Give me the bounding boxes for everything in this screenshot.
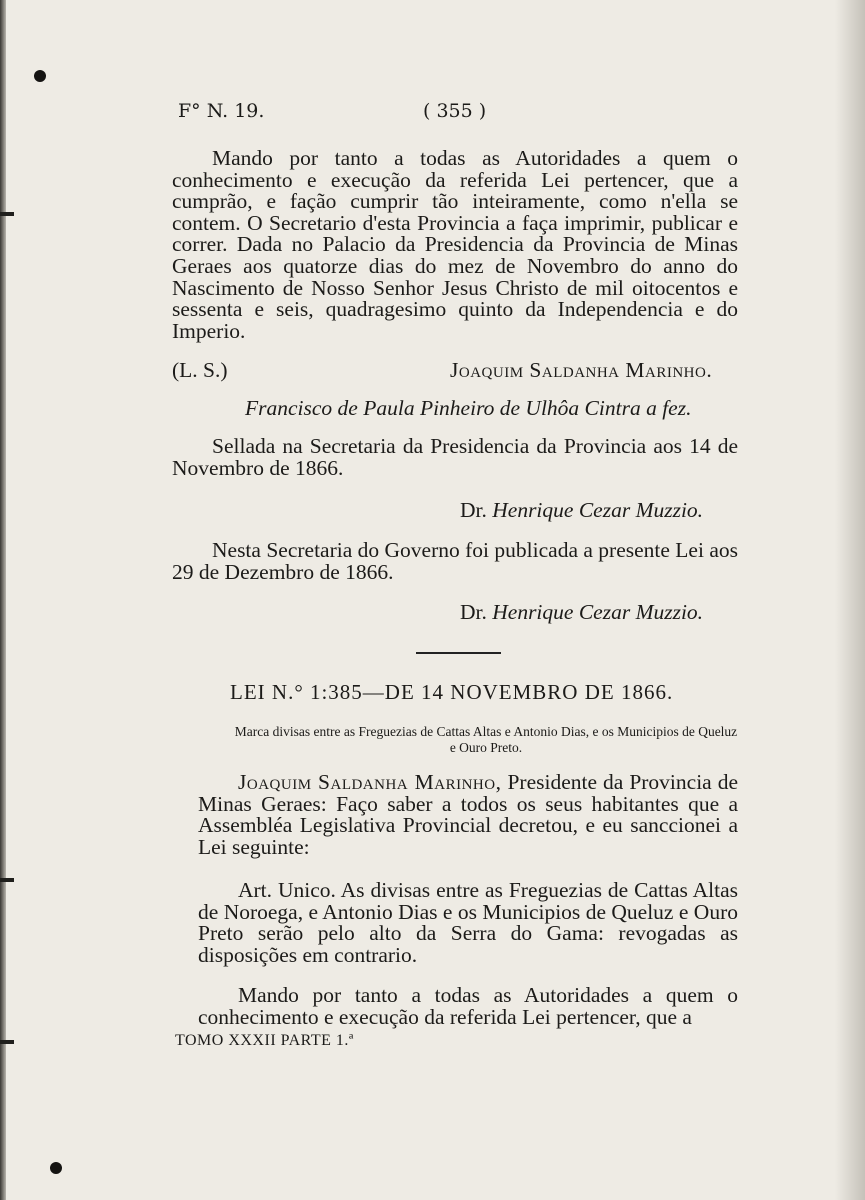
page-header xyxy=(178,100,738,130)
closing-paragraph-2 xyxy=(198,985,738,1028)
scribe-line: Francisco de Paula Pinheiro de Ulhôa Cintra a fez. xyxy=(245,396,692,420)
article-paragraph xyxy=(198,880,738,966)
published-text: Nesta Secretaria do Governo foi publicada a presente Lei aos 29 de Dezembro de 1866. xyxy=(172,538,738,584)
closing-paragraph-1 xyxy=(172,148,738,342)
volume-footer: TOMO XXXII PARTE 1.ª xyxy=(175,1032,354,1049)
binding-hole xyxy=(50,1162,62,1174)
article-text: Art. Unico. As divisas entre as Freguezias de Cattas Altas de Noroega, e Antonio Dias e os Municipios de Queluz e Ouro Preto serão pelo alto da Serra do Gama: revogadas as disposições em contrario. xyxy=(198,878,738,967)
page-left-edge xyxy=(0,0,6,1200)
preamble-name: Joaquim Saldanha Marinho, xyxy=(238,770,502,794)
preamble-text: Presidente da Provincia de Minas Geraes: Faço saber a todos os seus habitantes que a Assembléa Legislativa Provincial decretou, e eu sanccionei a Lei seguinte: xyxy=(198,770,739,859)
seal-mark: (L. S.) xyxy=(172,358,228,382)
section-divider xyxy=(416,652,501,654)
binding-mark xyxy=(0,1040,14,1044)
closing-text-2: Mando por tanto a todas as Autoridades a quem o conhecimento e execução da referida Lei pertencer, que a xyxy=(198,983,738,1029)
secretary-name: Henrique Cezar Muzzio. xyxy=(492,600,704,624)
secretary-signature-1 xyxy=(460,498,703,523)
page-number: ( 355 ) xyxy=(423,100,487,122)
secretary-prefix: Dr. xyxy=(460,600,487,624)
binding-mark xyxy=(0,878,14,882)
page-right-edge xyxy=(835,0,865,1200)
secretary-prefix: Dr. xyxy=(460,498,487,522)
sealed-paragraph xyxy=(172,436,738,479)
secretary-name: Henrique Cezar Muzzio. xyxy=(492,498,704,522)
binding-hole xyxy=(34,70,46,82)
secretary-signature-2 xyxy=(460,600,703,625)
sealed-text: Sellada na Secretaria da Presidencia da Provincia aos 14 de Novembro de 1866. xyxy=(172,434,738,480)
closing-text: Mando por tanto a todas as Autoridades a quem o conhecimento e execução da referida Lei pertencer, que a cumprão, e fação cumprir tão inteiramente, como n'ella se contem. O Secretario d'esta Provincia a faça imprimir, publicar e correr. Dada no Palacio da Presidencia da Provincia de Minas Geraes aos quatorze dias do mez de Novembro do anno do Nascimento de Nosso Senhor Jesus Christo de mil oitocentos e sessenta e seis, quadragesimo quinto da Independencia e do Imperio. xyxy=(172,146,738,343)
signer-name: Joaquim Saldanha Marinho. xyxy=(450,358,713,382)
preamble-paragraph xyxy=(198,772,738,858)
binding-mark xyxy=(0,212,14,216)
published-paragraph xyxy=(172,540,738,583)
law-title: LEI N.° 1:385—DE 14 NOVEMBRO DE 1866. xyxy=(230,680,674,704)
law-summary: Marca divisas entre as Freguezias de Cattas Altas e Antonio Dias, e os Municipios de Queluz e Ouro Preto. xyxy=(234,724,738,755)
signature-mark: F° N. 19. xyxy=(178,100,265,122)
